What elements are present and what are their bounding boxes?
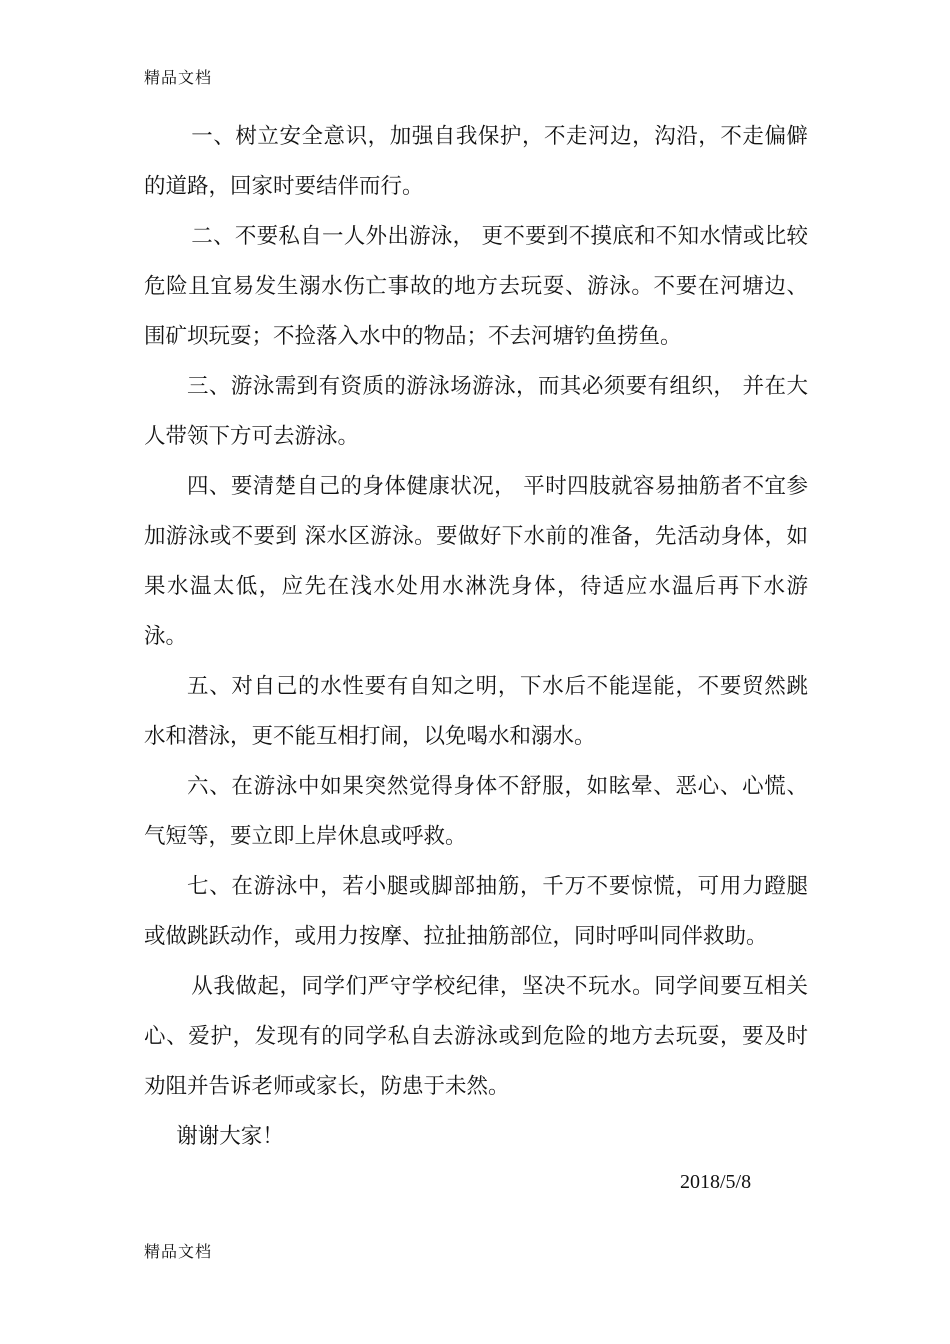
- page-footer: 精品文档: [144, 1242, 213, 1261]
- document-body: [144, 112, 808, 1162]
- paragraph-3: 三、游泳需到有资质的游泳场游泳，而其必须要有组织， 并在大人带领下方可去游泳。: [144, 374, 808, 449]
- paragraph-7: 七、在游泳中，若小腿或脚部抽筋，千万不要惊慌，可用力蹬腿或做跳跃动作，或用力按摩、拉扯抽筋部位，同时呼叫同伴救助。: [144, 874, 808, 949]
- paragraph-5: 五、对自己的水性要有自知之明，下水后不能逞能，不要贸然跳水和潜泳，更不能互相打闹，以免喝水和溺水。: [144, 674, 808, 749]
- paragraph-1: 一、树立安全意识，加强自我保护，不走河边，沟沿，不走偏僻的道路，回家时要结伴而行。: [144, 124, 808, 199]
- document-date: 2018/5/8: [680, 1171, 752, 1193]
- paragraph-6: 六、在游泳中如果突然觉得身体不舒服，如眩晕、恶心、心慌、气短等，要立即上岸休息或呼救。: [144, 774, 808, 849]
- paragraph-2: 二、不要私自一人外出游泳， 更不要到不摸底和不知水情或比较危险且宜易发生溺水伤亡事故的地方去玩耍、游泳。不要在河塘边、围矿坝玩耍；不捡落入水中的物品；不去河塘钓鱼捞鱼。: [144, 224, 808, 349]
- page-header: 精品文档: [144, 68, 213, 87]
- paragraph-8: 从我做起，同学们严守学校纪律，坚决不玩水。同学间要互相关心、爱护，发现有的同学私自去游泳或到危险的地方去玩耍，要及时劝阻并告诉老师或家长，防患于未然。: [144, 974, 808, 1099]
- paragraph-4: 四、要清楚自己的身体健康状况， 平时四肢就容易抽筋者不宜参加游泳或不要到 深水区游泳。要做好下水前的准备，先活动身体，如果水温太低，应先在浅水处用水淋洗身体，待适应水温后再下水游泳。: [144, 474, 808, 649]
- closing-thanks: 谢谢大家！: [176, 1124, 284, 1149]
